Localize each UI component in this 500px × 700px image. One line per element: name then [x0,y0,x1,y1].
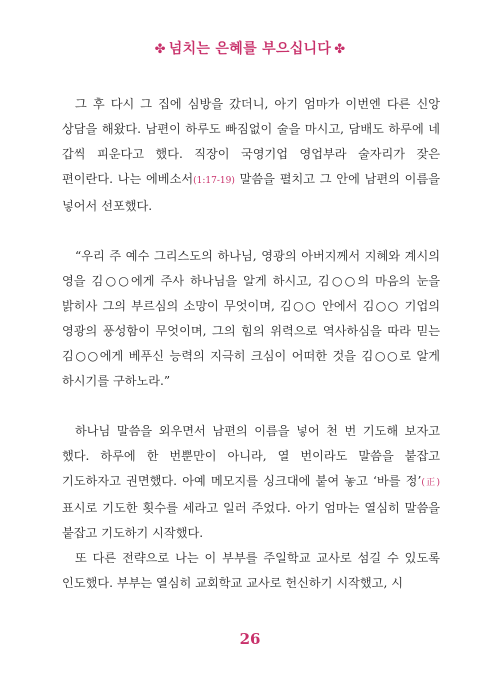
scripture-reference: (1:17-19) [193,176,235,186]
body-text [62,92,440,596]
paragraph-gap [62,219,440,244]
page-number: 26 [239,630,261,648]
flower-ornament-left-icon: ✤ [154,42,166,57]
hanja-annotation: (正) [421,478,441,488]
paragraph-1-text-a: 그 후 다시 그 집에 심방을 갔더니, 아기 엄마가 이번엔 다른 신앙 상담을 해왔다. 남편이 하루도 빠짐없이 술을 마시고, 담배도 하루에 네 갑씩 피운다고 했다. 직장이 국영기업 영업부라 술자리가 잦은 편이란다. 나는 에베소서 [62,97,440,186]
chapter-title: 넘치는 은혜를 부으십니다 [168,41,332,57]
paragraph-3-text-a: 하나님 말씀을 외우면서 남편의 이름을 넣어 천 번 기도해 보자고 했다. 하루에 한 번뿐만이 아니라, 열 번이라도 말씀을 붙잡고 기도하자고 권면했다. 아예 메모지를 싱크대에 붙여 놓고 ‘바를 정’ [62,424,440,488]
prayer-quote: “우리 주 예수 그리스도의 하나님, 영광의 아버지께서 지혜와 계시의 영을 김○○에게 주사 하나님을 알게 하시고, 김○○의 마음의 눈을 밝히사 그의 부르심의 소망이 무엇이며, 김○○ 안에서 김○○ 기업의 영광의 풍성함이 무엇이며, 그의 힘의 위력으로 역사하심을 따라 믿는 김○○에게 베푸신 능력의 지극히 크심이 어떠한 것을 김○○로 알게 하시기를 구하노라.” [62,249,440,388]
paragraph-gap [62,394,440,419]
paragraph-1-text-b: 말씀을 펼치고 그 안에 남편의 이름을 넣어서 선포했다. [62,172,440,213]
chapter-header [0,38,500,58]
paragraph-1 [62,92,440,219]
paragraph-3-text-b: 표시로 기도한 횟수를 세라고 일러 주었다. 아기 엄마는 열심히 말씀을 붙잡고 기도하기 시작했다. [62,501,440,540]
flower-ornament-right-icon: ✤ [334,42,346,57]
paragraph-4: 또 다른 전략으로 나는 이 부부를 주일학교 교사로 섬길 수 있도록 인도했다. 부부는 열심히 교회학교 교사로 헌신하기 시작했고, 시 [62,551,440,590]
paragraph-3 [62,419,440,546]
